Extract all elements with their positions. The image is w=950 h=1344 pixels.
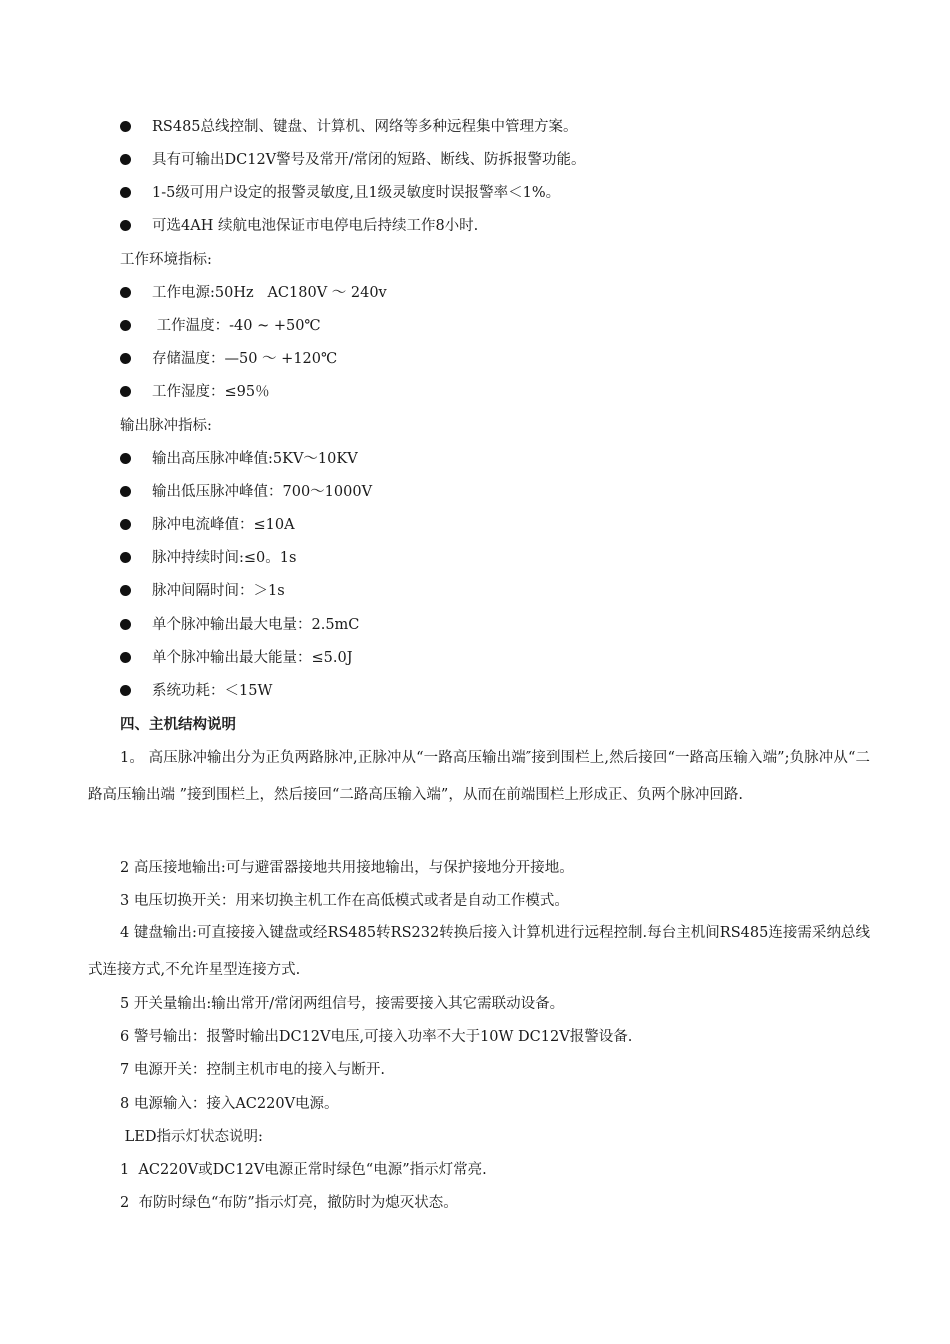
env-title: 工作环境指标: bbox=[120, 252, 212, 268]
bullet-icon bbox=[120, 453, 131, 464]
bullet-icon bbox=[120, 486, 131, 497]
pulse-item: 脉冲电流峰值：≤10A bbox=[120, 512, 295, 538]
bullet-icon bbox=[120, 585, 131, 596]
env-item: 工作温度：-40 ~ +50℃ bbox=[120, 313, 321, 339]
bullet-icon bbox=[120, 154, 131, 165]
bullet-icon bbox=[120, 619, 131, 630]
bullet-icon bbox=[120, 552, 131, 563]
env-item: 工作湿度：≤95％ bbox=[120, 379, 270, 405]
bullet-icon bbox=[120, 519, 131, 530]
pulse-item: 脉冲间隔时间：＞1s bbox=[120, 578, 285, 604]
env-item: 存储温度：—50 ～ +120℃ bbox=[120, 346, 337, 372]
bullet-icon bbox=[120, 187, 131, 198]
pulse-item: 输出高压脉冲峰值:5KV～10KV bbox=[120, 446, 358, 472]
pulse-item: 脉冲持续时间:≤0。1s bbox=[120, 545, 296, 571]
pulse-item: 输出低压脉冲峰值：700～1000V bbox=[120, 479, 372, 505]
paragraph-2: 2 高压接地输出:可与避雷器接地共用接地输出，与保护接地分开接地。 bbox=[120, 860, 574, 876]
bullet-icon bbox=[120, 121, 131, 132]
feature-item: RS485总线控制、键盘、计算机、网络等多种远程集中管理方案。 bbox=[120, 114, 578, 140]
led-title: LED指示灯状态说明: bbox=[120, 1129, 263, 1145]
paragraph-3: 3 电压切换开关：用来切换主机工作在高低模式或者是自动工作模式。 bbox=[120, 893, 569, 909]
env-item: 工作电源:50Hz AC180V ～ 240v bbox=[120, 280, 387, 306]
pulse-item: 单个脉冲输出最大能量：≤5.0J bbox=[120, 645, 353, 671]
bullet-icon bbox=[120, 320, 131, 331]
pulse-item: 系统功耗：＜15W bbox=[120, 678, 272, 704]
bullet-icon bbox=[120, 287, 131, 298]
feature-item: 具有可输出DC12V警号及常开/常闭的短路、断线、防拆报警功能。 bbox=[120, 147, 586, 173]
feature-item: 1-5级可用户设定的报警灵敏度,且1级灵敏度时误报警率＜1%。 bbox=[120, 180, 560, 206]
bullet-icon bbox=[120, 652, 131, 663]
led-item-1: 1 AC220V或DC12V电源正常时绿色“电源”指示灯常亮. bbox=[120, 1162, 487, 1178]
pulse-title: 输出脉冲指标: bbox=[120, 418, 212, 434]
paragraph-5: 5 开关量输出:输出常开/常闭两组信号，接需要接入其它需联动设备。 bbox=[120, 996, 565, 1012]
paragraph-6: 6 警号输出：报警时输出DC12V电压,可接入功率不大于10W DC12V报警设备. bbox=[120, 1029, 633, 1045]
paragraph-1: 1。 高压脉冲输出分为正负两路脉冲,正脉冲从“一路高压输出端″接到围栏上,然后接回“一路高压输入端”;负脉冲从“二路高压输出端 ”接到围栏上，然后接回“二路高压输入端”，从而在前端围栏上形成正、负两个脉冲回路. bbox=[88, 750, 870, 803]
bullet-icon bbox=[120, 220, 131, 231]
paragraph-4: 4 键盘输出:可直接接入键盘或经RS485转RS232转换后接入计算机进行远程控制.每台主机间RS485连接需采纳总线式连接方式,不允许星型连接方式. bbox=[88, 925, 870, 978]
bullet-icon bbox=[120, 386, 131, 397]
bullet-icon bbox=[120, 685, 131, 696]
paragraph-8: 8 电源输入：接入AC220V电源。 bbox=[120, 1096, 339, 1112]
bullet-icon bbox=[120, 353, 131, 364]
paragraph-7: 7 电源开关：控制主机市电的接入与断开. bbox=[120, 1062, 385, 1078]
section-heading: 四、主机结构说明 bbox=[120, 717, 236, 733]
led-item-2: 2 布防时绿色“布防”指示灯亮，撤防时为熄灭状态。 bbox=[120, 1195, 458, 1211]
feature-item: 可选4AH 续航电池保证市电停电后持续工作8小时. bbox=[120, 213, 478, 239]
pulse-item: 单个脉冲输出最大电量：2.5mC bbox=[120, 612, 359, 638]
